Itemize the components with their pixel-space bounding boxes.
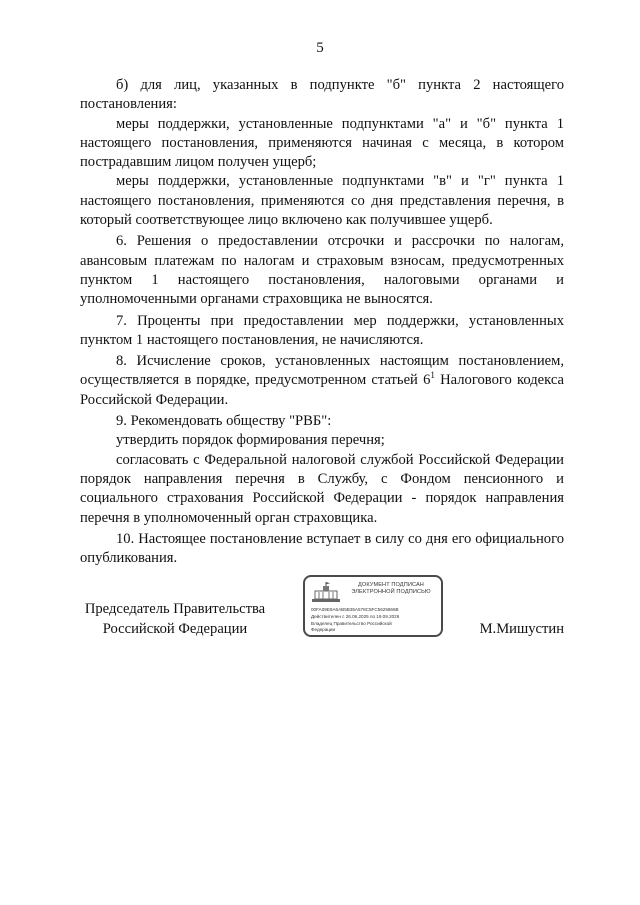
stamp-owner-line2: Федерации — [311, 627, 336, 632]
paragraph-b-measures-ab: меры поддержки, установленные подпунктами "а" и "б" пункта 1 настоящего постановления, применяются начиная с месяца, в котором пострадавшим лицом получен ущерб; — [80, 115, 564, 171]
article-superscript: 1 — [430, 370, 435, 381]
paragraph-b-measures-vg: меры поддержки, установленные подпунктами "в" и "г" пункта 1 настоящего постановления, применяются со дня представления перечня, в который соответствующее лицо включено как получившее ущерб. — [80, 173, 564, 229]
signatory-name: М.Мишустин — [479, 621, 564, 637]
page-number: 5 — [316, 40, 324, 56]
signatory-position-line1: Председатель Правительства — [84, 601, 266, 617]
paragraph-10: 10. Настоящее постановление вступает в силу со дня его официального опубликования. — [80, 530, 564, 567]
stamp-validity: Действителен с 26.06.2025 по 19.09.2026 — [311, 614, 400, 619]
stamp-certificate: 00FA09E9A6AB5B35A578C5FC5625866B — [311, 607, 399, 612]
stamp-owner-line1: Владелец Правительство Российской — [311, 621, 392, 626]
paragraph-9-agree: согласовать с Федеральной налоговой службой Российской Федерации порядок направления перечня в Службу, с Фондом пенсионного и социального страхования Российской Федерации - порядок направления перечня в уполномоченный орган страховщика. — [80, 451, 564, 526]
stamp-title — [343, 582, 439, 595]
paragraph-7: 7. Проценты при предоставлении мер поддержки, установленных пунктом 1 настоящего постановления, не начисляются. — [80, 312, 564, 348]
paragraph-8-text: 8. Исчисление сроков, установленных настоящим постановлением, осуществляется в порядке, предусмотренном статьей 6 — [80, 353, 564, 389]
signatory-position-line2: Российской Федерации — [102, 620, 248, 637]
document-body — [80, 76, 564, 568]
stamp-title-line1: ДОКУМЕНТ ПОДПИСАН — [358, 582, 424, 588]
paragraph-b: б) для лиц, указанных в подпункте "б" пункта 2 настоящего постановления: — [80, 77, 564, 113]
electronic-signature-stamp — [303, 575, 443, 637]
government-building-icon — [311, 582, 341, 604]
signatory-position — [80, 600, 270, 639]
paragraph-9-approve: утвердить порядок формирования перечня; — [116, 432, 385, 449]
stamp-title-line2: ЭЛЕКТРОННОЙ ПОДПИСЬЮ — [351, 588, 431, 595]
paragraph-9: 9. Рекомендовать обществу "РВБ": — [116, 413, 332, 430]
paragraph-8 — [80, 352, 564, 410]
paragraph-8-text-end: Налогового кодекса Российской Федерации. — [80, 372, 564, 408]
paragraph-6: 6. Решения о предоставлении отсрочки и рассрочки по налогам, авансовым платежам по налогам и страховым взносам, предусмотренных пунктом 1 настоящего постановления, налоговыми органами и уполномоченными органами страховщика не выносятся. — [80, 233, 564, 308]
